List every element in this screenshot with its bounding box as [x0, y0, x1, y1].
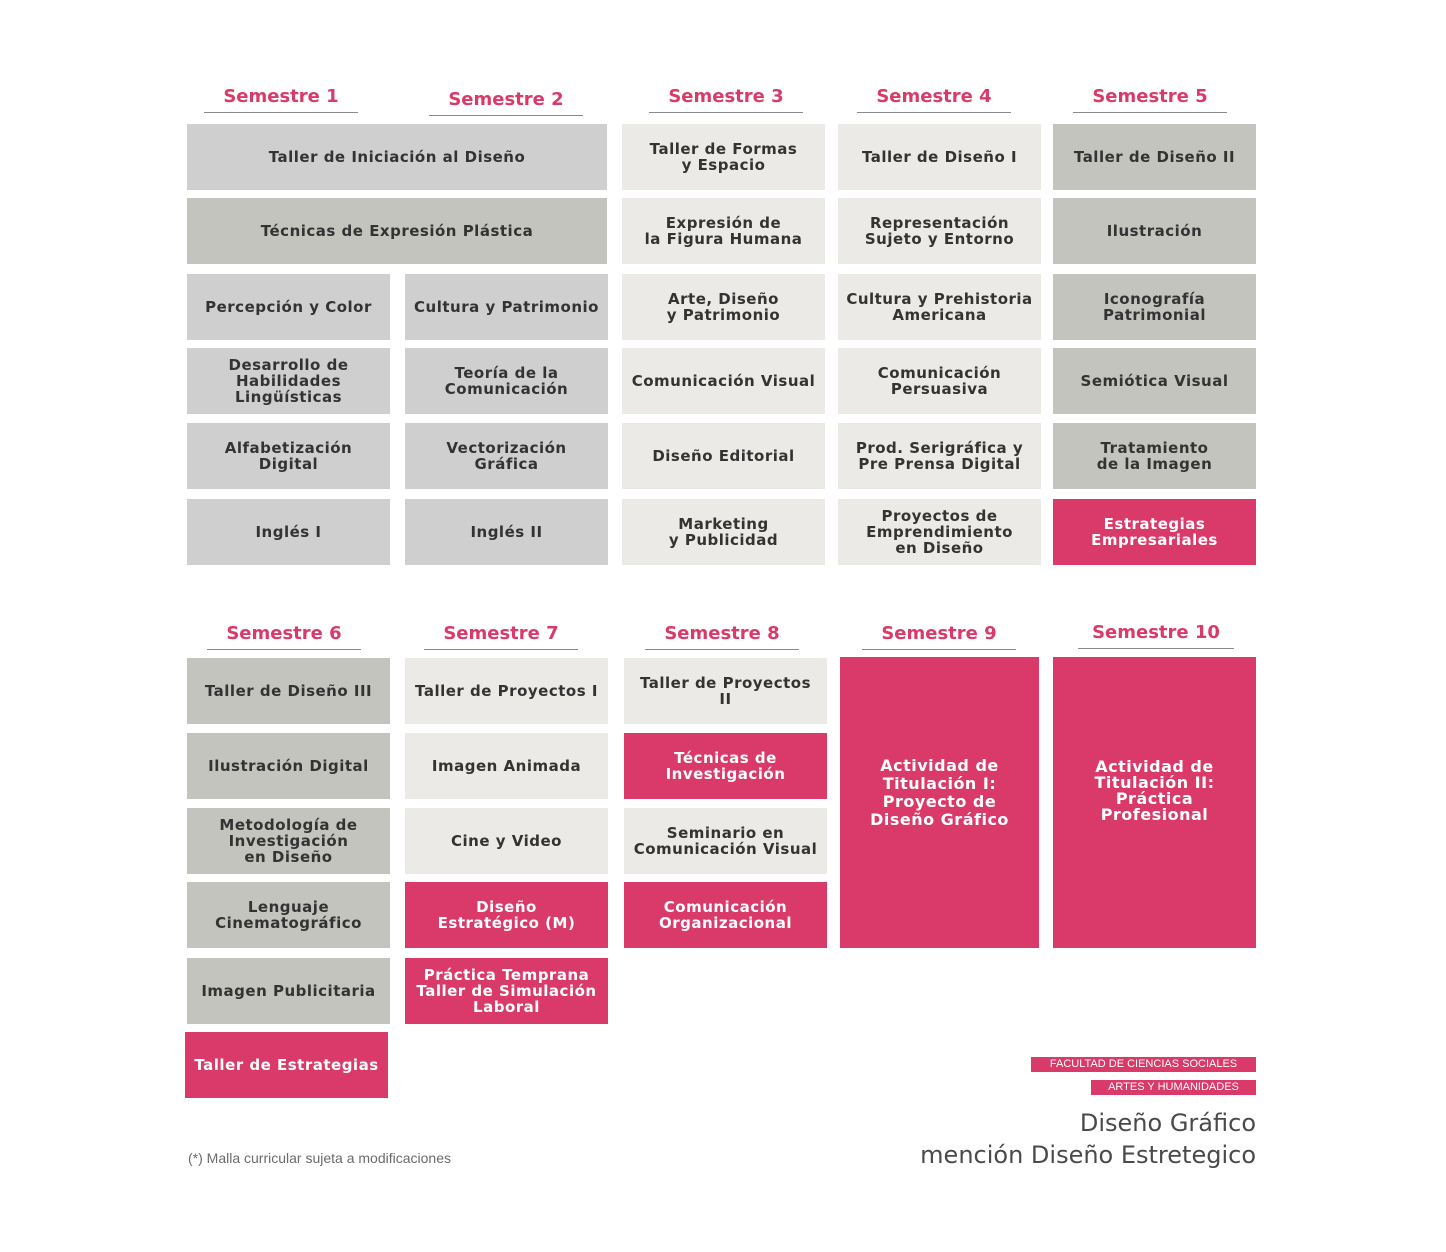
- course-titulacion-1: Actividad de Titulación I: Proyecto de Diseño Gráfico: [840, 657, 1039, 948]
- course-serigrafica: Prod. Serigráfica y Pre Prensa Digital: [838, 423, 1041, 489]
- course-taller-proyectos-1: Taller de Proyectos I: [405, 658, 608, 724]
- course-taller-formas: Taller de Formas y Espacio: [622, 124, 825, 190]
- course-vectorizacion-grafica: Vectorización Gráfica: [405, 423, 608, 489]
- course-taller-proyectos-2: Taller de Proyectos II: [624, 658, 827, 724]
- semester-3-header: Semestre 3: [649, 86, 803, 113]
- course-ingles-2: Inglés II: [405, 499, 608, 565]
- course-iconografia: Iconografía Patrimonial: [1053, 274, 1256, 340]
- course-ilustracion: Ilustración: [1053, 198, 1256, 264]
- course-ilustracion-digital: Ilustración Digital: [187, 733, 390, 799]
- course-imagen-publicitaria: Imagen Publicitaria: [187, 958, 390, 1024]
- course-tratamiento-imagen: Tratamiento de la Imagen: [1053, 423, 1256, 489]
- course-metodologia: Metodología de Investigación en Diseño: [187, 808, 390, 874]
- course-comunicacion-visual: Comunicación Visual: [622, 348, 825, 414]
- course-comunicacion-persuasiva: Comunicación Persuasiva: [838, 348, 1041, 414]
- course-practica-temprana: Práctica Temprana Taller de Simulación Laboral: [405, 958, 608, 1024]
- semester-5-header: Semestre 5: [1073, 86, 1227, 113]
- course-estrategias-empresariales: Estrategias Empresariales: [1053, 499, 1256, 565]
- course-alfabetizacion-digital: Alfabetización Digital: [187, 423, 390, 489]
- course-emprendimiento: Proyectos de Emprendimiento en Diseño: [838, 499, 1041, 565]
- course-teoria-comunicacion: Teoría de la Comunicación: [405, 348, 608, 414]
- course-taller-diseno-2: Taller de Diseño II: [1053, 124, 1256, 190]
- course-ingles-1: Inglés I: [187, 499, 390, 565]
- course-desarrollo-habilidades: Desarrollo de Habilidades Lingüísticas: [187, 348, 390, 414]
- semester-8-header: Semestre 8: [645, 623, 799, 650]
- course-taller-iniciacion: Taller de Iniciación al Diseño: [187, 124, 607, 190]
- course-taller-estrategias: Taller de Estrategias: [185, 1032, 388, 1098]
- course-diseno-estrategico: Diseño Estratégico (M): [405, 882, 608, 948]
- footnote: (*) Malla curricular sujeta a modificaciones: [188, 1150, 451, 1166]
- semester-2-header: Semestre 2: [429, 89, 583, 116]
- program-subtitle: mención Diseño Estretegico: [920, 1141, 1256, 1169]
- semester-1-header: Semestre 1: [204, 86, 358, 113]
- course-taller-diseno-1: Taller de Diseño I: [838, 124, 1041, 190]
- course-comunicacion-organizacional: Comunicación Organizacional: [624, 882, 827, 948]
- course-titulacion-2: Actividad de Titulación II: Práctica Profesional: [1053, 657, 1256, 948]
- program-title: Diseño Gráfico: [1079, 1109, 1256, 1137]
- faculty-tag-line2: ARTES Y HUMANIDADES: [1091, 1080, 1256, 1095]
- course-semiotica: Semiótica Visual: [1053, 348, 1256, 414]
- course-cine-video: Cine y Video: [405, 808, 608, 874]
- course-imagen-animada: Imagen Animada: [405, 733, 608, 799]
- course-marketing: Marketing y Publicidad: [622, 499, 825, 565]
- semester-10-header: Semestre 10: [1078, 622, 1234, 649]
- course-tecnicas-expresion: Técnicas de Expresión Plástica: [187, 198, 607, 264]
- course-representacion: Representación Sujeto y Entorno: [838, 198, 1041, 264]
- course-taller-diseno-3: Taller de Diseño III: [187, 658, 390, 724]
- course-arte-diseno: Arte, Diseño y Patrimonio: [622, 274, 825, 340]
- course-lenguaje-cinematografico: Lenguaje Cinematográfico: [187, 882, 390, 948]
- semester-4-header: Semestre 4: [857, 86, 1011, 113]
- course-percepcion-color: Percepción y Color: [187, 274, 390, 340]
- course-cultura-prehistoria: Cultura y Prehistoria Americana: [838, 274, 1041, 340]
- course-cultura-patrimonio: Cultura y Patrimonio: [405, 274, 608, 340]
- course-seminario: Seminario en Comunicación Visual: [624, 808, 827, 874]
- semester-9-header: Semestre 9: [862, 623, 1016, 650]
- course-tecnicas-investigacion: Técnicas de Investigación: [624, 733, 827, 799]
- semester-6-header: Semestre 6: [207, 623, 361, 650]
- course-diseno-editorial: Diseño Editorial: [622, 423, 825, 489]
- course-expresion-figura: Expresión de la Figura Humana: [622, 198, 825, 264]
- semester-7-header: Semestre 7: [424, 623, 578, 650]
- faculty-tag-line1: FACULTAD DE CIENCIAS SOCIALES: [1031, 1057, 1256, 1072]
